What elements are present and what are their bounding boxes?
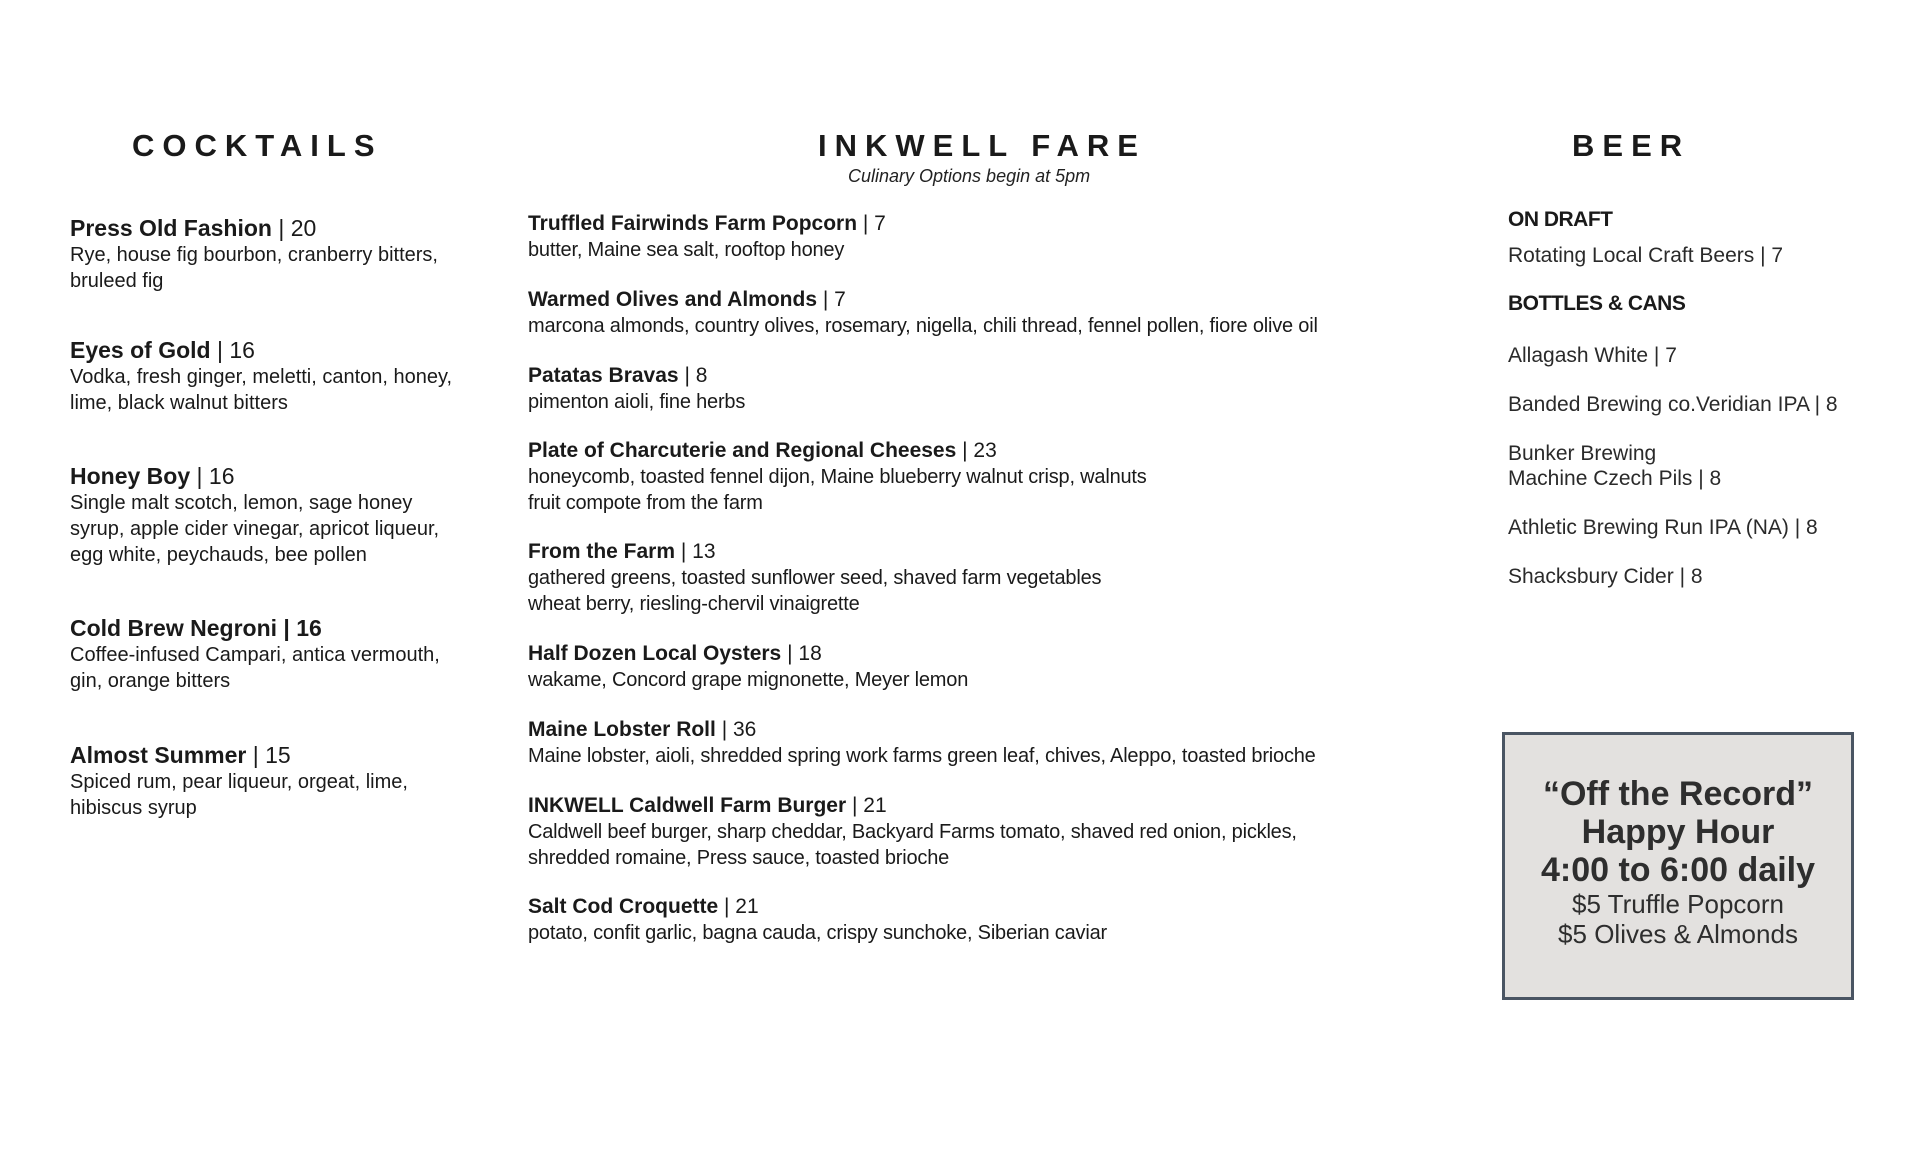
item-name: Maine Lobster Roll [528,718,716,741]
happy-hour-title: “Off the Record” [1542,775,1814,813]
menu-item [528,437,1147,516]
menu-item [528,286,1318,339]
item-description: Vodka, fresh ginger, meletti, canton, honey, lime, black walnut bitters [70,366,453,414]
menu-item [528,538,1101,617]
item-price: | 16 [196,463,235,489]
fare-subtitle: Culinary Options begin at 5pm [848,166,1091,186]
menu-item [528,716,1316,769]
item-description: Coffee-infused Campari, antica vermouth, gin, orange bitters [70,644,440,692]
item-price: | 18 [787,642,822,665]
beer-item: Allagash White | 7 [1508,344,1677,367]
menu-item [528,362,745,415]
item-price: | 8 [684,364,708,387]
item-price: | 7 [862,212,886,235]
menu-item [528,210,886,263]
item-description-line2: fruit compote from the farm [528,492,763,514]
item-description: Single malt scotch, lemon, sage honey syrup, apple cider vinegar, apricot liqueur, egg white, peychauds, bee pollen [70,492,440,566]
on-draft-label: ON DRAFT [1508,208,1613,231]
item-description-line2: shredded romaine, Press sauce, toasted brioche [528,847,950,869]
beer-item: Banded Brewing co.Veridian IPA | 8 [1508,393,1838,416]
item-description: butter, Maine sea salt, rooftop honey [528,239,845,261]
item-description-line2: wheat berry, riesling-chervil vinaigrette [528,593,860,615]
item-description: honeycomb, toasted fennel dijon, Maine blueberry walnut crisp, walnuts [528,466,1147,488]
item-description: pimenton aioli, fine herbs [528,391,746,413]
cocktails-heading: COCKTAILS [132,128,383,163]
menu-item [70,741,460,821]
happy-hour-label: Happy Hour [1581,813,1775,851]
beer-item-line2: Machine Czech Pils | 8 [1508,467,1722,490]
item-description: marcona almonds, country olives, rosemary, nigella, chili thread, fennel pollen, fiore olive oil [528,315,1318,337]
menu-item [70,336,460,416]
item-description: Maine lobster, aioli, shredded spring work farms green leaf, chives, Aleppo, toasted brioche [528,745,1316,767]
menu-item [528,893,1107,946]
item-name: Almost Summer [70,742,247,768]
menu-item [70,214,460,294]
bottles-cans-label: BOTTLES & CANS [1508,292,1686,315]
item-price: | 20 [278,215,317,241]
item-name: From the Farm [528,540,676,563]
beer-heading: BEER [1572,128,1691,163]
happy-hour-time: 4:00 to 6:00 daily [1540,851,1815,889]
item-description: gathered greens, toasted sunflower seed, shaved farm vegetables [528,567,1102,589]
menu-item [70,462,460,568]
item-price: | 7 [822,288,846,311]
item-description: wakame, Concord grape mignonette, Meyer lemon [528,669,969,691]
item-description: potato, confit garlic, bagna cauda, crispy sunchoke, Siberian caviar [528,922,1107,944]
item-price: | 36 [721,718,757,741]
item-name: INKWELL Caldwell Farm Burger [528,794,847,817]
item-description: Rye, house fig bourbon, cranberry bitters, bruleed fig [70,244,438,292]
menu-item [528,792,1297,871]
beer-item: Shacksbury Cider | 8 [1508,565,1703,588]
item-description: Spiced rum, pear liqueur, orgeat, lime, hibiscus syrup [70,771,408,819]
item-price: | 15 [252,742,291,768]
happy-hour-box [1502,732,1854,1000]
item-name: Press Old Fashion [70,215,272,241]
item-name: Truffled Fairwinds Farm Popcorn [528,212,858,235]
item-name: Salt Cod Croquette [528,895,719,918]
item-name: Warmed Olives and Almonds [528,288,818,311]
item-name: Patatas Bravas [528,364,679,387]
item-price: | 16 [216,337,255,363]
item-name: Honey Boy [70,463,191,489]
happy-hour-offer: $5 Olives & Almonds [1558,919,1798,949]
beer-item: Athletic Brewing Run IPA (NA) | 8 [1508,516,1818,539]
fare-heading: INKWELL FARE [818,128,1146,163]
menu-item [528,640,968,693]
beer-item: Rotating Local Craft Beers | 7 [1508,244,1784,267]
happy-hour-offer: $5 Truffle Popcorn [1572,889,1784,919]
item-name: Half Dozen Local Oysters [528,642,782,665]
item-price: | 21 [852,794,887,817]
item-name: Cold Brew Negroni | 16 [70,615,322,641]
item-price: | 13 [680,540,716,563]
item-price: | 21 [724,895,759,918]
item-description: Caldwell beef burger, sharp cheddar, Backyard Farms tomato, shaved red onion, pickles, [528,821,1297,843]
item-name: Eyes of Gold [70,337,211,363]
item-price: | 23 [962,439,997,462]
beer-item: Bunker Brewing [1508,442,1657,465]
menu-item [70,614,460,694]
item-name: Plate of Charcuterie and Regional Cheeses [528,439,957,462]
